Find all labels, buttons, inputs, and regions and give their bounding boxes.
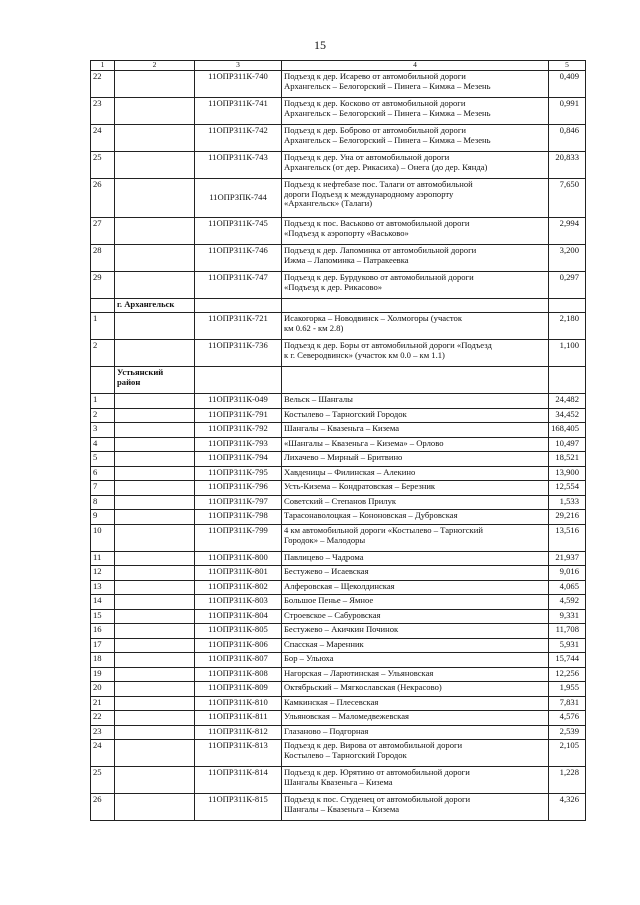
group-name	[115, 551, 195, 566]
row-number: 2	[91, 408, 115, 423]
road-name	[282, 367, 549, 394]
group-name	[115, 624, 195, 639]
road-name: Шангалы – Квазеньга – Кизема	[282, 423, 549, 438]
row-number: 20	[91, 682, 115, 697]
row-number: 14	[91, 595, 115, 610]
road-length: 0,409	[549, 70, 586, 97]
header-cell: 2	[115, 61, 195, 71]
table-row	[91, 70, 586, 97]
road-name: Подъезд к дер. Исарево от автомобильной дороги Архангельск – Белогорский – Пинега – Кимжа – Мезень	[282, 70, 549, 97]
group-name	[115, 566, 195, 581]
table-row	[91, 566, 586, 581]
group-name	[115, 653, 195, 668]
road-length: 0,297	[549, 271, 586, 298]
group-name	[115, 667, 195, 682]
table-body	[91, 70, 586, 821]
road-name: Вельск – Шангалы	[282, 394, 549, 409]
table-row	[91, 394, 586, 409]
road-length: 0,991	[549, 97, 586, 124]
road-name: Октябрьский – Мягкославская (Некрасово)	[282, 682, 549, 697]
road-code: 11ОПРЗ11К-806	[195, 638, 282, 653]
group-name	[115, 97, 195, 124]
road-length: 4,326	[549, 794, 586, 821]
road-name: Камкинская – Плесевская	[282, 696, 549, 711]
road-length: 21,937	[549, 551, 586, 566]
table-row	[91, 638, 586, 653]
row-number: 13	[91, 580, 115, 595]
table-row	[91, 580, 586, 595]
road-name: Подъезд к дер. Вирова от автомобильной дороги Костылево – Тарногский Городок	[282, 740, 549, 767]
group-name	[115, 595, 195, 610]
road-length: 4,065	[549, 580, 586, 595]
road-name: Тарасонаволоцкая – Кононовская – Дубровская	[282, 510, 549, 525]
road-code: 11ОПРЗ11К-745	[195, 217, 282, 244]
road-code: 11ОПРЗ11К-049	[195, 394, 282, 409]
road-code: 11ОПРЗ11К-796	[195, 481, 282, 496]
group-name	[115, 767, 195, 794]
row-number: 10	[91, 524, 115, 551]
row-number: 18	[91, 653, 115, 668]
road-code: 11ОПРЗ11К-814	[195, 767, 282, 794]
road-name: Исакогорка – Новодвинск – Холмогоры (участок км 0.62 - км 2.8)	[282, 313, 549, 340]
row-number: 23	[91, 725, 115, 740]
road-length: 1,100	[549, 340, 586, 367]
road-length: 18,521	[549, 452, 586, 467]
table-row	[91, 595, 586, 610]
table-row	[91, 437, 586, 452]
table-row	[91, 609, 586, 624]
table-row	[91, 653, 586, 668]
table-row	[91, 298, 586, 313]
road-code: 11ОПРЗ11К-742	[195, 124, 282, 151]
table-row	[91, 481, 586, 496]
road-length: 0,846	[549, 124, 586, 151]
row-number: 3	[91, 423, 115, 438]
road-code: 11ОПРЗ11К-802	[195, 580, 282, 595]
road-code: 11ОПРЗ11К-791	[195, 408, 282, 423]
table-row	[91, 624, 586, 639]
road-length	[549, 367, 586, 394]
road-code: 11ОПРЗ11К-803	[195, 595, 282, 610]
road-code: 11ОПРЗ11К-799	[195, 524, 282, 551]
group-name	[115, 124, 195, 151]
table-row	[91, 423, 586, 438]
table-row	[91, 725, 586, 740]
group-name	[115, 711, 195, 726]
table-row	[91, 495, 586, 510]
table-row	[91, 178, 586, 217]
group-name	[115, 423, 195, 438]
road-name: Подъезд к дер. Лапоминка от автомобильной дороги Ижма – Лапоминка – Патракеевка	[282, 244, 549, 271]
row-number: 16	[91, 624, 115, 639]
table-row	[91, 524, 586, 551]
road-code: 11ОПРЗ11К-743	[195, 151, 282, 178]
row-number: 1	[91, 313, 115, 340]
row-number: 19	[91, 667, 115, 682]
row-number: 11	[91, 551, 115, 566]
road-length: 13,900	[549, 466, 586, 481]
table-row	[91, 124, 586, 151]
group-name	[115, 682, 195, 697]
group-name: Устьянский район	[115, 367, 195, 394]
row-number: 15	[91, 609, 115, 624]
table-row	[91, 466, 586, 481]
road-code: 11ОПРЗ11К-812	[195, 725, 282, 740]
table-row	[91, 767, 586, 794]
group-name	[115, 178, 195, 217]
road-code: 11ОПРЗ11К-815	[195, 794, 282, 821]
road-name	[282, 298, 549, 313]
road-code: 11ОПРЗ11К-794	[195, 452, 282, 467]
road-name: Ульяновская – Маломедвежевская	[282, 711, 549, 726]
row-number: 12	[91, 566, 115, 581]
road-length: 168,405	[549, 423, 586, 438]
road-length: 2,539	[549, 725, 586, 740]
road-code: 11ОПРЗ11К-741	[195, 97, 282, 124]
road-name: Бор – Ульюха	[282, 653, 549, 668]
group-name	[115, 313, 195, 340]
road-code: 11ОПРЗ11К-810	[195, 696, 282, 711]
road-code: 11ОПРЗПК-744	[195, 178, 282, 217]
road-length: 4,592	[549, 595, 586, 610]
road-code: 11ОПРЗ11К-795	[195, 466, 282, 481]
header-cell: 5	[549, 61, 586, 71]
road-length: 11,708	[549, 624, 586, 639]
group-name	[115, 217, 195, 244]
row-number: 9	[91, 510, 115, 525]
table-row	[91, 711, 586, 726]
row-number: 22	[91, 70, 115, 97]
road-length	[549, 298, 586, 313]
road-name: 4 км автомобильной дороги «Костылево – Тарногский Городок» – Малодоры	[282, 524, 549, 551]
road-length: 24,482	[549, 394, 586, 409]
table-row	[91, 408, 586, 423]
road-length: 10,497	[549, 437, 586, 452]
road-length: 2,180	[549, 313, 586, 340]
road-code: 11ОПРЗ11К-805	[195, 624, 282, 639]
road-code: 11ОПРЗ11К-800	[195, 551, 282, 566]
road-code: 11ОПРЗ11К-809	[195, 682, 282, 697]
row-number: 26	[91, 178, 115, 217]
table-row	[91, 510, 586, 525]
road-code: 11ОПРЗ11К-807	[195, 653, 282, 668]
table-row	[91, 551, 586, 566]
row-number: 29	[91, 271, 115, 298]
road-code: 11ОПРЗ11К-811	[195, 711, 282, 726]
group-name: г. Архангельск	[115, 298, 195, 313]
road-length: 2,105	[549, 740, 586, 767]
table-row	[91, 340, 586, 367]
road-length: 1,533	[549, 495, 586, 510]
row-number: 4	[91, 437, 115, 452]
road-code: 11ОПРЗ11К-797	[195, 495, 282, 510]
road-code: 11ОПРЗ11К-721	[195, 313, 282, 340]
group-name	[115, 340, 195, 367]
table-row	[91, 667, 586, 682]
group-name	[115, 394, 195, 409]
road-length: 12,256	[549, 667, 586, 682]
road-name: Советский – Степанов Прилук	[282, 495, 549, 510]
road-length: 15,744	[549, 653, 586, 668]
road-name: Строевское – Сабуровская	[282, 609, 549, 624]
table-row	[91, 271, 586, 298]
row-number: 8	[91, 495, 115, 510]
road-length: 5,931	[549, 638, 586, 653]
road-name: Подъезд к дер. Бурдуково от автомобильной дороги «Подъезд к дер. Рикасово»	[282, 271, 549, 298]
road-name: Бестужево – Исаевская	[282, 566, 549, 581]
road-length: 29,216	[549, 510, 586, 525]
road-name: Подъезд к пос. Студенец от автомобильной дороги Шангалы – Квазеньга – Кизема	[282, 794, 549, 821]
road-length: 1,228	[549, 767, 586, 794]
road-length: 7,831	[549, 696, 586, 711]
road-name: Костылево – Тарногский Городок	[282, 408, 549, 423]
row-number: 21	[91, 696, 115, 711]
header-cell: 1	[91, 61, 115, 71]
road-code	[195, 298, 282, 313]
road-code: 11ОПРЗ11К-736	[195, 340, 282, 367]
row-number: 27	[91, 217, 115, 244]
road-name: Алферовская – Щеколдинская	[282, 580, 549, 595]
row-number: 25	[91, 151, 115, 178]
road-name: «Шангалы – Квазеньга – Кизема» – Орлово	[282, 437, 549, 452]
header-cell: 3	[195, 61, 282, 71]
table-row	[91, 452, 586, 467]
road-code: 11ОПРЗ11К-813	[195, 740, 282, 767]
road-name: Нагорская – Ларютинская – Ульяновская	[282, 667, 549, 682]
table-row	[91, 740, 586, 767]
row-number: 26	[91, 794, 115, 821]
road-name: Подъезд к нефтебазе пос. Талаги от автомобильной дороги Подъезд к международному аэропорту «Архангельск» (Талаги)	[282, 178, 549, 217]
group-name	[115, 524, 195, 551]
table-row	[91, 794, 586, 821]
road-code: 11ОПРЗ11К-808	[195, 667, 282, 682]
road-name: Павлицево – Чадрома	[282, 551, 549, 566]
road-code: 11ОПРЗ11К-798	[195, 510, 282, 525]
road-length: 9,331	[549, 609, 586, 624]
row-number	[91, 367, 115, 394]
table-row	[91, 217, 586, 244]
group-name	[115, 725, 195, 740]
road-length: 13,516	[549, 524, 586, 551]
road-name: Подъезд к дер. Уна от автомобильной дороги Архангельск (от дер. Рикасиха) – Онега (до дер. Кянда)	[282, 151, 549, 178]
table-row	[91, 97, 586, 124]
table-row	[91, 313, 586, 340]
row-number: 17	[91, 638, 115, 653]
header-cell: 4	[282, 61, 549, 71]
group-name	[115, 408, 195, 423]
road-code: 11ОПРЗ11К-801	[195, 566, 282, 581]
road-name: Спасская – Маренник	[282, 638, 549, 653]
roads-table	[90, 60, 586, 821]
road-name: Хавденицы – Филинская – Алекино	[282, 466, 549, 481]
group-name	[115, 481, 195, 496]
group-name	[115, 151, 195, 178]
table-row	[91, 244, 586, 271]
row-number: 23	[91, 97, 115, 124]
group-name	[115, 638, 195, 653]
road-name: Подъезд к дер. Боры от автомобильной дороги «Подъезд к г. Северодвинск» (участок км 0.0 – км 1.1)	[282, 340, 549, 367]
row-number	[91, 298, 115, 313]
road-length: 2,994	[549, 217, 586, 244]
table-row	[91, 682, 586, 697]
header-row	[91, 61, 586, 71]
table-row	[91, 696, 586, 711]
row-number: 7	[91, 481, 115, 496]
road-name: Подъезд к дер. Юрятино от автомобильной дороги Шангалы Квазеньга – Кизема	[282, 767, 549, 794]
road-length: 34,452	[549, 408, 586, 423]
road-code: 11ОПРЗ11К-804	[195, 609, 282, 624]
table-row	[91, 151, 586, 178]
row-number: 22	[91, 711, 115, 726]
group-name	[115, 70, 195, 97]
road-code: 11ОПРЗ11К-792	[195, 423, 282, 438]
road-length: 12,554	[549, 481, 586, 496]
road-name: Бестужево – Акичкин Починок	[282, 624, 549, 639]
road-length: 20,833	[549, 151, 586, 178]
group-name	[115, 495, 195, 510]
row-number: 6	[91, 466, 115, 481]
road-length: 1,955	[549, 682, 586, 697]
row-number: 24	[91, 740, 115, 767]
road-length: 3,200	[549, 244, 586, 271]
group-name	[115, 466, 195, 481]
group-name	[115, 740, 195, 767]
row-number: 5	[91, 452, 115, 467]
road-name: Усть-Кизема – Кондратовская – Березник	[282, 481, 549, 496]
road-name: Глазаново – Подгорная	[282, 725, 549, 740]
group-name	[115, 271, 195, 298]
road-name: Подъезд к дер. Боброво от автомобильной дороги Архангельск – Белогорский – Пинега – Кимжа – Мезень	[282, 124, 549, 151]
row-number: 1	[91, 394, 115, 409]
row-number: 28	[91, 244, 115, 271]
road-length: 7,650	[549, 178, 586, 217]
row-number: 2	[91, 340, 115, 367]
group-name	[115, 580, 195, 595]
road-name: Подъезд к пос. Васьково от автомобильной дороги «Подъезд к аэропорту «Васьково»	[282, 217, 549, 244]
road-code: 11ОПРЗ11К-793	[195, 437, 282, 452]
road-code: 11ОПРЗ11К-740	[195, 70, 282, 97]
road-code: 11ОПРЗ11К-747	[195, 271, 282, 298]
group-name	[115, 244, 195, 271]
group-name	[115, 452, 195, 467]
group-name	[115, 510, 195, 525]
group-name	[115, 696, 195, 711]
table-row	[91, 367, 586, 394]
group-name	[115, 794, 195, 821]
group-name	[115, 437, 195, 452]
road-length: 4,576	[549, 711, 586, 726]
road-name: Большое Пенье – Ямное	[282, 595, 549, 610]
group-name	[115, 609, 195, 624]
row-number: 25	[91, 767, 115, 794]
page-number: 15	[314, 38, 326, 52]
road-name: Лихачево – Мирный – Бритвино	[282, 452, 549, 467]
road-length: 9,016	[549, 566, 586, 581]
road-code: 11ОПРЗ11К-746	[195, 244, 282, 271]
road-name: Подъезд к дер. Косково от автомобильной дороги Архангельск – Белогорский – Пинега – Кимжа – Мезень	[282, 97, 549, 124]
road-code	[195, 367, 282, 394]
row-number: 24	[91, 124, 115, 151]
